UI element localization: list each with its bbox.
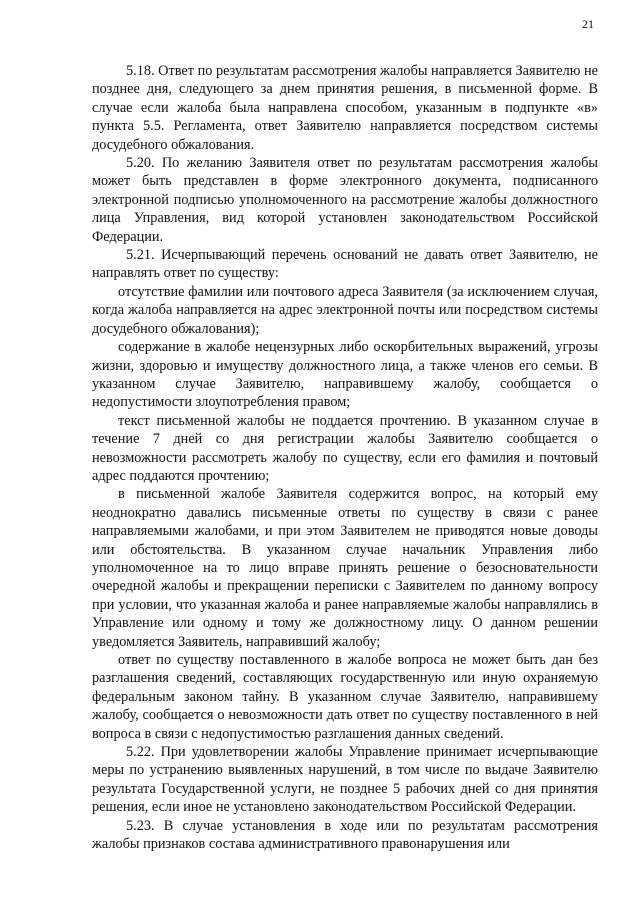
document-body [92,62,598,853]
list-item-no-surname: отсутствие фамилии или почтового адреса Заявителя (за исключением случая, когда жалоба направляется на адрес электронной почты или посредством системы досудебного обжалования); [92,283,598,337]
paragraph-5-21: 5.21. Исчерпывающий перечень оснований не давать ответ Заявителю, не направлять ответ по существу: [92,247,598,282]
paragraph-5-18: 5.18. Ответ по результатам рассмотрения жалобы направляется Заявителю не позднее дня, следующего за днем принятия решения, в письменной форме. В случае если жалоба была направлена способом, указанным в подпункте «в» пункта 5.5. Регламента, ответ Заявителю направляется посредством системы досудебного обжалования. [92,63,598,153]
list-item-offensive-content: содержание в жалобе нецензурных либо оскорбительных выражений, угрозы жизни, здоровью и имуществу должностного лица, а также членов его семьи. В указанном случае Заявителю, направившему жалобу, сообщается о недопустимости злоупотребления правом; [92,339,598,411]
paragraph-5-20: 5.20. По желанию Заявителя ответ по результатам рассмотрения жалобы может быть представлен в форме электронного документа, подписанного электронной подписью уполномоченного на рассмотрение жалобы должностного лица Управления, вид которой установлен законодательством Российской Федерации. [92,155,598,245]
list-item-state-secret: ответ по существу поставленного в жалобе вопроса не может быть дан без разглашения сведений, составляющих государственную или иную охраняемую федеральным законом тайну. В указанном случае Заявителю, направившему жалобу, сообщается о невозможности дать ответ по существу поставленного в ней вопроса в связи с недопустимостью разглашения данных сведений. [92,652,598,742]
paragraph-5-23: 5.23. В случае установления в ходе или по результатам рассмотрения жалобы признаков состава административного правонарушения или [92,817,598,853]
list-item-unreadable-text: текст письменной жалобы не поддается прочтению. В указанном случае в течение 7 дней со дня регистрации жалобы Заявителю сообщается о невозможности рассмотреть жалобу по существу, если его фамилия и почтовый адрес поддаются прочтению; [92,412,598,484]
list-item-repeated-question: в письменной жалобе Заявителя содержится вопрос, на который ему неоднократно давались письменные ответы по существу в связи с ранее направляемыми жалобами, и при этом Заявителем не приводятся новые доводы или обстоятельства. В указанном случае начальник Управления либо уполномоченное на то лицо вправе принять решение о безосновательности очередной жалобы и прекращении переписки с Заявителем по данному вопросу при условии, что указанная жалоба и ранее направляемые жалобы направлялись в Управление или одному и тому же должностному лицу. О данном решении уведомляется Заявитель, направивший жалобу; [92,486,598,650]
page-number: 21 [582,17,594,31]
paragraph-5-22: 5.22. При удовлетворении жалобы Управление принимает исчерпывающие меры по устранению выявленных нарушений, в том числе по выдаче Заявителю результата Государственной услуги, не позднее 5 рабочих дней со дня принятия решения, если иное не установлено законодательством Российской Федерации. [92,744,598,816]
